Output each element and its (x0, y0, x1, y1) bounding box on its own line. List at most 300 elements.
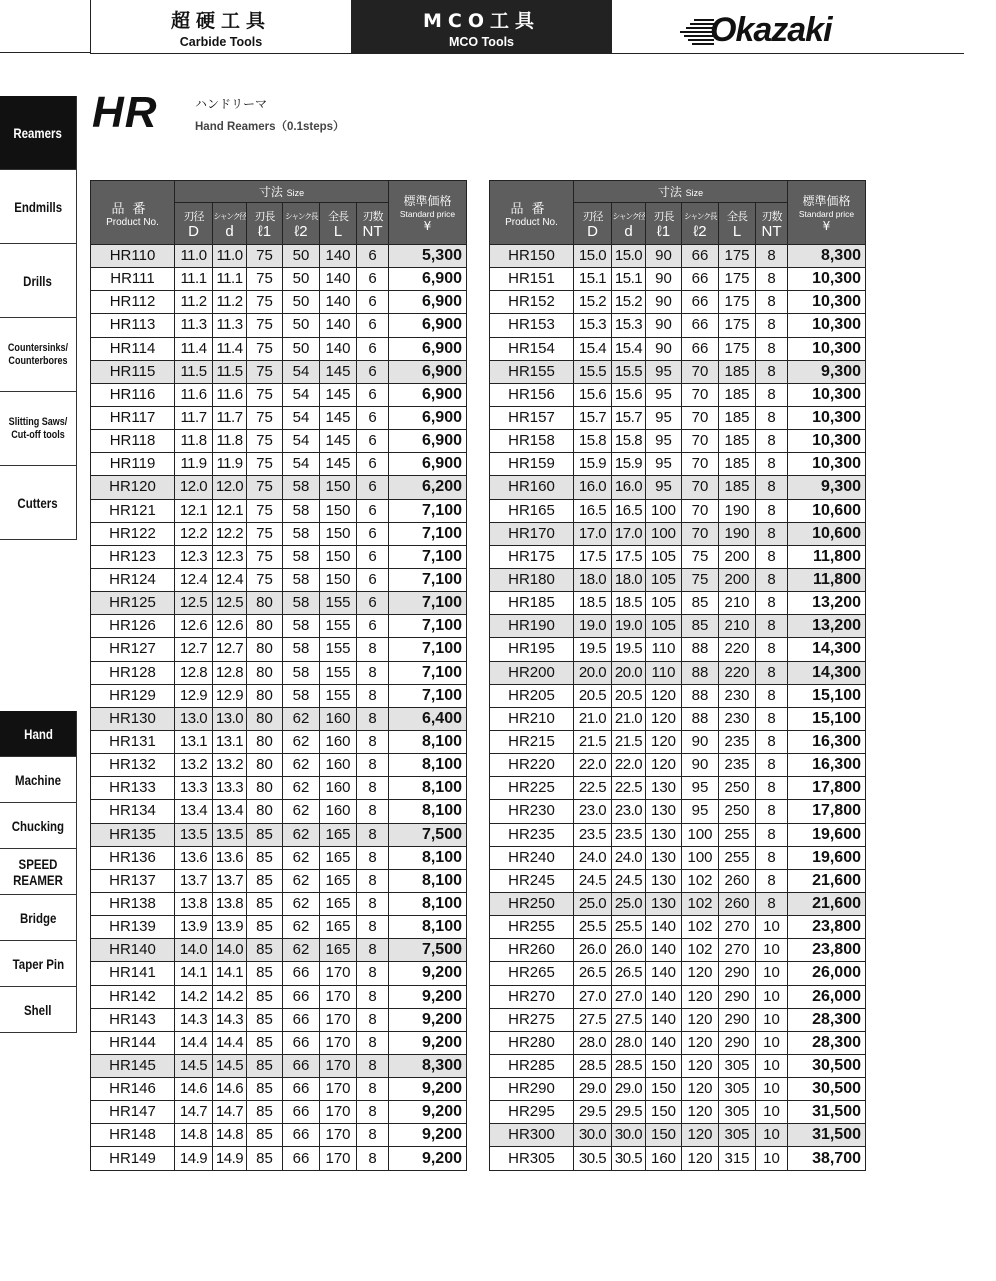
price-cell: 11,800 (788, 545, 866, 568)
dimension-cell: 11.2 (213, 291, 247, 314)
price-cell: 10,600 (788, 499, 866, 522)
product-number: HR131 (91, 730, 175, 753)
price-cell: 10,300 (788, 383, 866, 406)
sidebar-sub-label: Chucking (11, 817, 65, 834)
dimension-cell: 120 (646, 754, 682, 777)
dimension-cell: 120 (682, 1054, 719, 1077)
table-row (490, 1031, 866, 1054)
dimension-cell: 54 (283, 406, 320, 429)
table-row (490, 754, 866, 777)
dimension-cell: 75 (247, 360, 283, 383)
sidebar-item-drills[interactable] (0, 244, 77, 318)
dimension-cell: 58 (283, 615, 320, 638)
dimension-cell: 66 (283, 962, 320, 985)
table-row (490, 730, 866, 753)
dimension-cell: 250 (719, 800, 756, 823)
dimension-cell: 26.0 (574, 939, 612, 962)
dimension-cell: 11.9 (175, 453, 213, 476)
product-number: HR295 (490, 1101, 574, 1124)
dimension-cell: 18.5 (574, 592, 612, 615)
price-cell: 17,800 (788, 777, 866, 800)
dimension-cell: 12.7 (175, 638, 213, 661)
dimension-cell: 8 (756, 476, 788, 499)
sidebar-sub-label: Taper Pin (12, 955, 64, 972)
dimension-cell: 11.0 (175, 245, 213, 268)
dimension-cell: 16.0 (612, 476, 646, 499)
table-row (490, 1101, 866, 1124)
dimension-cell: 8 (357, 638, 389, 661)
dimension-cell: 8 (756, 291, 788, 314)
table-row (91, 707, 467, 730)
table-row (91, 1124, 467, 1147)
dimension-cell: 175 (719, 268, 756, 291)
table-row (490, 962, 866, 985)
tab-mco-tools[interactable] (351, 0, 612, 54)
dimension-cell: 8 (756, 754, 788, 777)
dimension-cell: 8 (756, 430, 788, 453)
dimension-cell: 17.0 (612, 522, 646, 545)
dimension-cell: 6 (357, 337, 389, 360)
dimension-cell: 58 (283, 592, 320, 615)
table-row (490, 916, 866, 939)
product-number: HR114 (91, 337, 175, 360)
dimension-cell: 62 (283, 777, 320, 800)
dimension-cell: 88 (682, 638, 719, 661)
table-row (91, 476, 467, 499)
dimension-cell: 170 (320, 1078, 357, 1101)
product-number: HR129 (91, 684, 175, 707)
dimension-cell: 170 (320, 962, 357, 985)
product-number: HR200 (490, 661, 574, 684)
dimension-cell: 85 (247, 1101, 283, 1124)
price-cell: 17,800 (788, 800, 866, 823)
dimension-cell: 21.0 (612, 707, 646, 730)
dimension-cell: 8 (756, 823, 788, 846)
price-cell: 28,300 (788, 1008, 866, 1031)
dimension-cell: 85 (682, 615, 719, 638)
header-col: シャンク径 d (213, 203, 247, 245)
table-row (490, 1124, 866, 1147)
dimension-cell: 85 (247, 1078, 283, 1101)
dimension-cell: 14.6 (175, 1078, 213, 1101)
header-product: 品番 Product No. (91, 181, 175, 245)
table-row (91, 869, 467, 892)
dimension-cell: 8 (357, 985, 389, 1008)
dimension-cell: 22.5 (612, 777, 646, 800)
dimension-cell: 120 (682, 1078, 719, 1101)
dimension-cell: 140 (646, 1031, 682, 1054)
table-row (91, 245, 467, 268)
sidebar-item-countersinks[interactable] (0, 318, 77, 392)
dimension-cell: 120 (682, 985, 719, 1008)
header-col: 全長 L (320, 203, 357, 245)
sidebar-sub-label: Bridge (19, 909, 57, 926)
dimension-cell: 11.8 (213, 430, 247, 453)
dimension-cell: 175 (719, 314, 756, 337)
sidebar-sub-bridge[interactable] (0, 895, 77, 941)
dimension-cell: 120 (646, 684, 682, 707)
product-number: HR127 (91, 638, 175, 661)
product-number: HR117 (91, 406, 175, 429)
page-subtitle-en: Hand Reamers（0.1steps） (195, 121, 345, 133)
product-number: HR123 (91, 545, 175, 568)
sidebar-sub-taper-pin[interactable] (0, 941, 77, 987)
dimension-cell: 16.0 (574, 476, 612, 499)
product-number: HR180 (490, 568, 574, 591)
dimension-cell: 13.9 (213, 916, 247, 939)
price-cell: 10,300 (788, 406, 866, 429)
dimension-cell: 26.5 (612, 962, 646, 985)
dimension-cell: 14.2 (175, 985, 213, 1008)
sidebar-item-slitting-saws[interactable] (0, 392, 77, 466)
dimension-cell: 10 (756, 1147, 788, 1170)
dimension-cell: 160 (320, 800, 357, 823)
dimension-cell: 140 (646, 985, 682, 1008)
dimension-cell: 11.1 (175, 268, 213, 291)
dimension-cell: 110 (646, 661, 682, 684)
dimension-cell: 11.7 (213, 406, 247, 429)
dimension-cell: 14.1 (175, 962, 213, 985)
price-cell: 9,200 (389, 962, 467, 985)
dimension-cell: 175 (719, 337, 756, 360)
dimension-cell: 30.0 (612, 1124, 646, 1147)
dimension-cell: 18.5 (612, 592, 646, 615)
table-row (91, 1031, 467, 1054)
price-cell: 16,300 (788, 730, 866, 753)
dimension-cell: 105 (646, 592, 682, 615)
price-cell: 7,500 (389, 823, 467, 846)
dimension-cell: 88 (682, 684, 719, 707)
table-row (91, 337, 467, 360)
sidebar-item-reamers[interactable] (0, 96, 77, 170)
dimension-cell: 10 (756, 1101, 788, 1124)
product-number: HR170 (490, 522, 574, 545)
logo-text: Okazaki (710, 11, 832, 49)
dimension-cell: 54 (283, 360, 320, 383)
dimension-cell: 50 (283, 314, 320, 337)
dimension-cell: 58 (283, 476, 320, 499)
dimension-cell: 15.0 (612, 245, 646, 268)
price-cell: 10,300 (788, 291, 866, 314)
dimension-cell: 80 (247, 661, 283, 684)
dimension-cell: 14.4 (175, 1031, 213, 1054)
sidebar-item-cutters[interactable] (0, 466, 77, 540)
dimension-cell: 95 (682, 800, 719, 823)
dimension-cell: 12.8 (213, 661, 247, 684)
dimension-cell: 75 (247, 314, 283, 337)
table-row (490, 684, 866, 707)
dimension-cell: 130 (646, 823, 682, 846)
dimension-cell: 155 (320, 592, 357, 615)
sidebar-sub-speed-reamer[interactable] (0, 849, 77, 895)
dimension-cell: 25.5 (612, 916, 646, 939)
tab-carbide-tools[interactable] (90, 0, 351, 54)
dimension-cell: 8 (756, 568, 788, 591)
dimension-cell: 290 (719, 1031, 756, 1054)
dimension-cell: 130 (646, 869, 682, 892)
product-number: HR130 (91, 707, 175, 730)
sidebar-item-label: Cutters (17, 494, 59, 511)
dimension-cell: 15.8 (612, 430, 646, 453)
table-row (490, 545, 866, 568)
sidebar-item-label: Slitting Saws/ Cut-off tools (8, 415, 68, 441)
dimension-cell: 8 (357, 1101, 389, 1124)
price-cell: 10,300 (788, 268, 866, 291)
dimension-cell: 14.5 (175, 1054, 213, 1077)
dimension-cell: 8 (357, 1078, 389, 1101)
product-number: HR139 (91, 916, 175, 939)
table-row (490, 1078, 866, 1101)
dimension-cell: 140 (320, 314, 357, 337)
price-cell: 26,000 (788, 985, 866, 1008)
price-cell: 9,200 (389, 1147, 467, 1170)
dimension-cell: 8 (357, 730, 389, 753)
dimension-cell: 140 (320, 291, 357, 314)
dimension-cell: 160 (320, 754, 357, 777)
dimension-cell: 54 (283, 430, 320, 453)
dimension-cell: 66 (283, 1078, 320, 1101)
dimension-cell: 58 (283, 684, 320, 707)
dimension-cell: 6 (357, 522, 389, 545)
dimension-cell: 165 (320, 869, 357, 892)
dimension-cell: 62 (283, 846, 320, 869)
dimension-cell: 17.5 (612, 545, 646, 568)
dimension-cell: 10 (756, 1031, 788, 1054)
dimension-cell: 165 (320, 823, 357, 846)
product-number: HR260 (490, 939, 574, 962)
product-number: HR275 (490, 1008, 574, 1031)
dimension-cell: 8 (756, 707, 788, 730)
dimension-cell: 170 (320, 1147, 357, 1170)
price-cell: 19,600 (788, 823, 866, 846)
dimension-cell: 26.5 (574, 962, 612, 985)
dimension-cell: 28.0 (574, 1031, 612, 1054)
table-row (91, 1008, 467, 1031)
sidebar-sub-hand[interactable] (0, 711, 77, 757)
header-col: 全長 L (719, 203, 756, 245)
dimension-cell: 170 (320, 1124, 357, 1147)
product-number: HR137 (91, 869, 175, 892)
dimension-cell: 105 (646, 545, 682, 568)
table-row (490, 823, 866, 846)
dimension-cell: 66 (283, 1147, 320, 1170)
price-cell: 9,200 (389, 1124, 467, 1147)
dimension-cell: 10 (756, 1078, 788, 1101)
dimension-cell: 13.6 (213, 846, 247, 869)
price-cell: 15,100 (788, 707, 866, 730)
page-title: HR (92, 88, 158, 137)
dimension-cell: 155 (320, 615, 357, 638)
dimension-cell: 29.5 (574, 1101, 612, 1124)
header-price: 標準価格 Standard price ¥ (788, 181, 866, 245)
price-cell: 9,200 (389, 1078, 467, 1101)
price-cell: 8,100 (389, 846, 467, 869)
dimension-cell: 11.3 (213, 314, 247, 337)
dimension-cell: 15.9 (612, 453, 646, 476)
dimension-cell: 14.2 (213, 985, 247, 1008)
product-number: HR156 (490, 383, 574, 406)
product-number: HR112 (91, 291, 175, 314)
dimension-cell: 66 (283, 985, 320, 1008)
table-row (490, 615, 866, 638)
dimension-cell: 15.6 (574, 383, 612, 406)
price-cell: 15,100 (788, 684, 866, 707)
table-row (91, 730, 467, 753)
dimension-cell: 19.0 (612, 615, 646, 638)
price-cell: 6,900 (389, 430, 467, 453)
dimension-cell: 15.0 (574, 245, 612, 268)
dimension-cell: 25.0 (574, 892, 612, 915)
sidebar-item-label: Endmills (14, 198, 62, 215)
dimension-cell: 14.8 (213, 1124, 247, 1147)
dimension-cell: 13.9 (175, 916, 213, 939)
table-row (91, 522, 467, 545)
dimension-cell: 14.8 (175, 1124, 213, 1147)
dimension-cell: 8 (756, 892, 788, 915)
dimension-cell: 75 (247, 337, 283, 360)
dimension-cell: 24.5 (612, 869, 646, 892)
dimension-cell: 66 (682, 291, 719, 314)
dimension-cell: 150 (320, 568, 357, 591)
product-number: HR132 (91, 754, 175, 777)
table-row (91, 453, 467, 476)
header-col: 刃径 D (175, 203, 213, 245)
dimension-cell: 11.6 (175, 383, 213, 406)
dimension-cell: 270 (719, 916, 756, 939)
dimension-cell: 50 (283, 268, 320, 291)
product-number: HR235 (490, 823, 574, 846)
dimension-cell: 102 (682, 892, 719, 915)
dimension-cell: 88 (682, 707, 719, 730)
product-number: HR125 (91, 592, 175, 615)
sidebar-sub-shell[interactable] (0, 987, 77, 1033)
sidebar-item-endmills[interactable] (0, 170, 77, 244)
product-number: HR142 (91, 985, 175, 1008)
dimension-cell: 28.5 (612, 1054, 646, 1077)
dimension-cell: 150 (646, 1078, 682, 1101)
dimension-cell: 8 (756, 545, 788, 568)
product-number: HR138 (91, 892, 175, 915)
dimension-cell: 12.4 (213, 568, 247, 591)
table-row (91, 268, 467, 291)
dimension-cell: 27.0 (574, 985, 612, 1008)
product-number: HR280 (490, 1031, 574, 1054)
product-number: HR151 (490, 268, 574, 291)
price-cell: 9,200 (389, 1008, 467, 1031)
dimension-cell: 12.9 (213, 684, 247, 707)
dimension-cell: 6 (357, 430, 389, 453)
price-cell: 11,800 (788, 568, 866, 591)
dimension-cell: 8 (357, 1054, 389, 1077)
dimension-cell: 12.3 (213, 545, 247, 568)
table-row (91, 1147, 467, 1170)
sidebar-sub-machine[interactable] (0, 757, 77, 803)
product-number: HR225 (490, 777, 574, 800)
product-number: HR220 (490, 754, 574, 777)
dimension-cell: 95 (682, 777, 719, 800)
dimension-cell: 62 (283, 754, 320, 777)
sidebar-sub-chucking[interactable] (0, 803, 77, 849)
dimension-cell: 12.5 (175, 592, 213, 615)
dimension-cell: 18.0 (574, 568, 612, 591)
dimension-cell: 54 (283, 383, 320, 406)
dimension-cell: 80 (247, 615, 283, 638)
product-number: HR146 (91, 1078, 175, 1101)
dimension-cell: 100 (646, 522, 682, 545)
dimension-cell: 185 (719, 383, 756, 406)
price-cell: 30,500 (788, 1078, 866, 1101)
dimension-cell: 220 (719, 638, 756, 661)
dimension-cell: 62 (283, 916, 320, 939)
product-number: HR149 (91, 1147, 175, 1170)
dimension-cell: 14.5 (213, 1054, 247, 1077)
price-cell: 7,100 (389, 522, 467, 545)
dimension-cell: 27.5 (574, 1008, 612, 1031)
dimension-cell: 66 (283, 1008, 320, 1031)
table-row (490, 800, 866, 823)
product-number: HR285 (490, 1054, 574, 1077)
dimension-cell: 6 (357, 476, 389, 499)
price-cell: 6,900 (389, 360, 467, 383)
header-col: 刃長 ℓ1 (646, 203, 682, 245)
dimension-cell: 305 (719, 1124, 756, 1147)
dimension-cell: 290 (719, 962, 756, 985)
dimension-cell: 260 (719, 869, 756, 892)
dimension-cell: 22.0 (612, 754, 646, 777)
dimension-cell: 75 (682, 568, 719, 591)
dimension-cell: 75 (247, 453, 283, 476)
dimension-cell: 8 (756, 592, 788, 615)
dimension-cell: 24.0 (612, 846, 646, 869)
product-number: HR215 (490, 730, 574, 753)
dimension-cell: 140 (646, 962, 682, 985)
price-cell: 13,200 (788, 592, 866, 615)
price-cell: 10,600 (788, 522, 866, 545)
dimension-cell: 85 (247, 939, 283, 962)
dimension-cell: 8 (357, 754, 389, 777)
sidebar-item-label: Countersinks/ Counterbores (7, 341, 69, 367)
dimension-cell: 75 (247, 568, 283, 591)
dimension-cell: 130 (646, 846, 682, 869)
dimension-cell: 13.1 (175, 730, 213, 753)
dimension-cell: 75 (247, 499, 283, 522)
table-row (490, 476, 866, 499)
dimension-cell: 8 (357, 892, 389, 915)
dimension-cell: 58 (283, 568, 320, 591)
dimension-cell: 13.8 (213, 892, 247, 915)
dimension-cell: 26.0 (612, 939, 646, 962)
product-number: HR154 (490, 337, 574, 360)
dimension-cell: 85 (247, 1147, 283, 1170)
price-cell: 7,100 (389, 568, 467, 591)
dimension-cell: 85 (247, 846, 283, 869)
dimension-cell: 220 (719, 661, 756, 684)
dimension-cell: 19.5 (574, 638, 612, 661)
dimension-cell: 70 (682, 383, 719, 406)
product-number: HR195 (490, 638, 574, 661)
dimension-cell: 190 (719, 522, 756, 545)
header-col: 刃長 ℓ1 (247, 203, 283, 245)
product-number: HR141 (91, 962, 175, 985)
dimension-cell: 145 (320, 430, 357, 453)
dimension-cell: 50 (283, 337, 320, 360)
table-row (91, 638, 467, 661)
price-cell: 21,600 (788, 869, 866, 892)
table-row (490, 453, 866, 476)
price-cell: 8,100 (389, 800, 467, 823)
dimension-cell: 62 (283, 939, 320, 962)
tab-mco-en: MCO Tools (448, 35, 515, 49)
